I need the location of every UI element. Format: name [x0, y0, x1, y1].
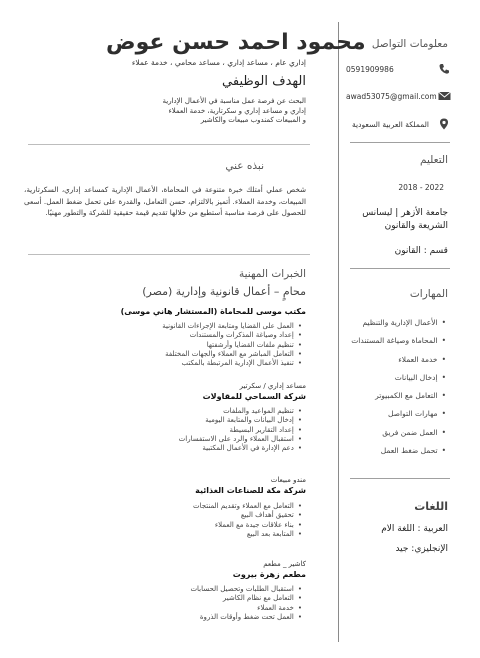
goal-line: إداري و مساعد إداري و سكرتارية، خدمة العملاء	[168, 106, 306, 115]
language-arabic: العربية : اللغة الام	[381, 524, 448, 534]
divider	[350, 142, 450, 143]
job-company: مكتب موسى للمحاماة (المستشار هاني موسى)	[120, 307, 306, 316]
job-role: كاشير _ مطعم	[263, 560, 306, 568]
goal-text	[106, 97, 306, 126]
about-text: شخص عملي أمتلك خبرة متنوعة في المحاماة، الأعمال الإدارية كمساعد إداري، السكرتارية، المبيعات، وخدمة العملاء. أتميز بالالتزام، حسن التعامل، والقدرة على تحمل ضغط العمل. أسعى للحصول على فرصة مناسبة أستطيع من خلالها تقديم قيمة حقيقية للشركة والتطور مهنيًا.	[24, 185, 306, 217]
skill-item: • مهارات التواصل	[351, 409, 446, 427]
job-role: مندو مبيعات	[270, 476, 306, 484]
email-address: awad53075@gmail.com	[346, 92, 437, 101]
email-row	[346, 90, 450, 104]
job-titles: إداري عام ، مساعد إداري ، مساعد محامي ، خدمة عملاء	[131, 58, 306, 67]
languages-heading: اللغات	[414, 500, 448, 513]
location-text: المملكة العربية السعودية	[352, 120, 429, 129]
job-role: مساعد إداري / سكرتير	[239, 382, 306, 390]
education-school: جامعة الأزهر | ليسانس	[362, 208, 448, 218]
column-divider	[338, 22, 339, 642]
list-item: • دعم الإدارة في الأعمال المكتبية	[179, 444, 302, 453]
experience-heading: الخبرات المهنية	[239, 268, 306, 280]
skill-item: • خدمة العملاء	[351, 355, 446, 373]
skill-item: • التعامل مع الكمبيوتر	[351, 391, 446, 409]
list-item: • خدمة العملاء	[190, 604, 302, 613]
job-bullets	[162, 322, 302, 368]
list-item: • تنظيم المواعيد والملفات	[179, 407, 302, 416]
about-heading: نبذه عني	[225, 160, 264, 172]
divider	[350, 268, 450, 269]
education-years: 2018 - 2022	[398, 183, 444, 192]
email-icon	[438, 90, 450, 102]
job-company: شركة السماحي للمقاولات	[202, 392, 306, 401]
language-english: الإنجليزي: جيد	[395, 544, 448, 554]
sidebar	[338, 0, 480, 658]
list-item: • إعداد التقارير البسيطة	[179, 426, 302, 435]
list-item: • إعداد وصياغة المذكرات والمستندات	[162, 331, 302, 340]
goal-line: و المبيعات كمندوب مبيعات والكاشير	[200, 116, 306, 125]
list-item: • تنفيذ الأعمال الإدارية المرتبطة بالمكتب	[162, 359, 302, 368]
skill-item: • إدخال البيانات	[351, 373, 446, 391]
skills-heading: المهارات	[409, 288, 448, 300]
divider	[350, 478, 450, 479]
education-faculty: الشريعة والقانون	[384, 221, 448, 231]
location-row	[346, 118, 450, 132]
skill-item: • تحمل ضغط العمل	[351, 446, 446, 464]
list-item: • تحقيق أهداف البيع	[193, 511, 302, 520]
education-heading: التعليم	[420, 154, 448, 166]
list-item: • استقبال الطلبات وتحصيل الحسابات	[190, 585, 302, 594]
skill-item: • المحاماة وصياغة المستندات	[351, 336, 446, 354]
list-item: • إدخال البيانات والمتابعة اليومية	[179, 416, 302, 425]
education-department: قسم : القانون	[394, 246, 448, 256]
skill-item: • الأعمال الإدارية والتنظيم	[351, 318, 446, 336]
job-company: مطعم زهرة بيروت	[232, 570, 306, 579]
list-item: • استقبال العملاء والرد على الاستفسارات	[179, 435, 302, 444]
list-item: • بناء علاقات جيدة مع العملاء	[193, 521, 302, 530]
list-item: • التعامل مع العملاء وتقديم المنتجات	[193, 502, 302, 511]
list-item: • العمل على القضايا ومتابعة الإجراءات القانونية	[162, 322, 302, 331]
divider	[28, 254, 310, 255]
list-item: • العمل تحت ضغط وأوقات الذروة	[190, 613, 302, 622]
main-column	[24, 0, 366, 658]
person-name: محمود احمد حسن عوض	[106, 30, 366, 55]
goal-heading: الهدف الوظيفي	[222, 74, 306, 89]
skills-list	[351, 318, 446, 464]
job-company: شركة مكة للصناعات الغذائية	[195, 486, 306, 495]
list-item: • التعامل المباشر مع العملاء والجهات المختلفة	[162, 350, 302, 359]
location-icon	[438, 118, 450, 130]
list-item: • التعامل مع نظام الكاشير	[190, 594, 302, 603]
job-bullets	[193, 502, 302, 539]
goal-line: البحث عن فرصة عمل مناسبة في الأعمال الإدارية	[162, 97, 306, 105]
phone-icon	[438, 63, 450, 75]
list-item: • تنظيم ملفات القضايا وأرشفتها	[162, 341, 302, 350]
experience-subtitle: محامٍ – أعمال قانونية وإدارية (مصر)	[142, 285, 306, 298]
contact-heading: معلومات التواصل	[371, 38, 448, 50]
phone-row	[346, 63, 450, 77]
skill-item: • العمل ضمن فريق	[351, 428, 446, 446]
job-bullets	[190, 585, 302, 622]
list-item: • المتابعة بعد البيع	[193, 530, 302, 539]
phone-number: 0591909986	[346, 65, 394, 74]
divider	[28, 144, 310, 145]
job-bullets	[179, 407, 302, 453]
